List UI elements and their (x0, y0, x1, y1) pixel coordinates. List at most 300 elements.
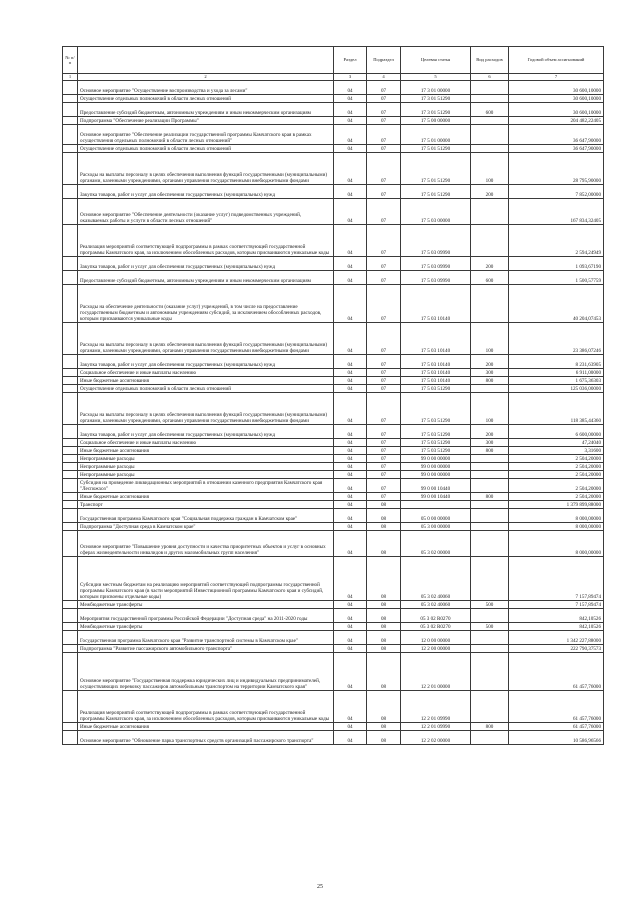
cell-name: Предоставление субсидий бюджетным, автономным учреждениям и иным некоммерческим организациям (78, 103, 334, 117)
table-row (63, 355, 604, 369)
cell-section: 04 (334, 95, 367, 103)
cell-name: Основное мероприятие "Обеспечение деятельности (оказание услуг) подведомственных учреждений, оказываемых работы и услуги в области лесных отношений" (78, 199, 334, 225)
cell-expense-type: 200 (471, 257, 509, 271)
cell-subsection: 08 (367, 609, 401, 623)
cell-subsection: 08 (367, 653, 401, 691)
cell-subsection: 07 (367, 117, 401, 125)
cell-subsection: 07 (367, 471, 401, 479)
cell-target-article: 99 0 00 00000 (401, 455, 471, 463)
table-row (63, 455, 604, 463)
cell-expense-type: 600 (471, 271, 509, 285)
cell-target-article: 17 3 01 51290 (401, 95, 471, 103)
cell-section: 04 (334, 601, 367, 609)
cell-expense-type (471, 557, 509, 601)
table-row (63, 393, 604, 425)
cell-expense-type (471, 501, 509, 509)
cell-num (63, 531, 78, 557)
cell-expense-type (471, 125, 509, 145)
cell-amount: 7 852,00000 (509, 185, 604, 199)
cell-amount: 36 647,90000 (509, 125, 604, 145)
cell-target-article: 12 0 00 00000 (401, 631, 471, 645)
cell-subsection: 07 (367, 463, 401, 471)
cell-subsection: 08 (367, 523, 401, 531)
table-row (63, 631, 604, 645)
table-body (63, 81, 604, 745)
column-number-row (63, 74, 604, 81)
cell-num (63, 271, 78, 285)
cell-section: 04 (334, 447, 367, 455)
cell-amount: 118 385,44360 (509, 393, 604, 425)
cell-section: 04 (334, 479, 367, 493)
cell-subsection: 07 (367, 377, 401, 385)
cell-num (63, 81, 78, 95)
cell-name: Закупка товаров, работ и услуг для обеспечения государственных (муниципальных) нужд (78, 257, 334, 271)
cell-name: Субсидии местным бюджетам на реализацию мероприятий соответствующей подпрограммы государственной программы Камчатского края (в части мероприятий Инвестиционной программы Камчатского края и субсидий, которым присвоены отдельные коды) (78, 557, 334, 601)
cell-amount: 8 000,00000 (509, 509, 604, 523)
cell-target-article: 17 5 03 51290 (401, 385, 471, 393)
cell-name: Иные бюджетные ассигнования (78, 447, 334, 455)
cell-name: Социальное обеспечение и иные выплаты населению (78, 439, 334, 447)
cell-target-article: 17 5 01 51290 (401, 185, 471, 199)
cell-target-article: 99 0 00 10440 (401, 479, 471, 493)
cell-section: 04 (334, 425, 367, 439)
cell-section: 04 (334, 81, 367, 95)
cell-expense-type: 800 (471, 447, 509, 455)
cell-section: 04 (334, 523, 367, 531)
cell-name: Межбюджетные трансферты (78, 623, 334, 631)
header-num: № п/п (63, 47, 78, 74)
cell-amount: 125 036,00000 (509, 385, 604, 393)
cell-expense-type: 800 (471, 723, 509, 731)
cell-num (63, 385, 78, 393)
table-row (63, 369, 604, 377)
column-number: 5 (401, 74, 471, 81)
cell-section: 04 (334, 355, 367, 369)
cell-amount: 7 157,89474 (509, 557, 604, 601)
cell-expense-type: 100 (471, 323, 509, 355)
table-row (63, 225, 604, 257)
cell-section: 04 (334, 285, 367, 323)
cell-target-article: 05 3 02 40060 (401, 601, 471, 609)
table-row (63, 523, 604, 531)
cell-amount: 842,10526 (509, 609, 604, 623)
cell-amount: 23 386,07246 (509, 323, 604, 355)
table-row (63, 653, 604, 691)
cell-amount: 1 342 227,88000 (509, 631, 604, 645)
cell-subsection: 07 (367, 145, 401, 153)
cell-expense-type: 800 (471, 377, 509, 385)
cell-expense-type (471, 145, 509, 153)
cell-name: Иные бюджетные ассигнования (78, 377, 334, 385)
cell-expense-type: 200 (471, 185, 509, 199)
column-number: 7 (509, 74, 604, 81)
cell-name: Мероприятия государственной программы Российской Федерации "Доступная среда" на 2011-2020 годы (78, 609, 334, 623)
table-row (63, 723, 604, 731)
cell-section: 04 (334, 153, 367, 185)
cell-name: Непрограммные расходы (78, 471, 334, 479)
budget-allocation-table (62, 46, 604, 745)
cell-section: 04 (334, 199, 367, 225)
cell-name: Основное мероприятие "Обновление парка транспортных средств организаций пассажирского транспорта" (78, 731, 334, 745)
cell-target-article: 05 3 02 40060 (401, 557, 471, 601)
table-row (63, 609, 604, 623)
cell-expense-type (471, 631, 509, 645)
cell-section: 04 (334, 393, 367, 425)
cell-name: Основное мероприятие "Осуществление воспроизводства и ухода за лесами" (78, 81, 334, 95)
cell-expense-type (471, 95, 509, 103)
cell-subsection: 07 (367, 455, 401, 463)
cell-name: Иные бюджетные ассигнования (78, 723, 334, 731)
cell-amount: 1 675,36303 (509, 377, 604, 385)
cell-amount: 47,24040 (509, 439, 604, 447)
cell-num (63, 355, 78, 369)
cell-section: 04 (334, 609, 367, 623)
cell-target-article: 17 3 01 51290 (401, 103, 471, 117)
table-row (63, 531, 604, 557)
cell-target-article: 05 3 02 R0270 (401, 623, 471, 631)
cell-num (63, 601, 78, 609)
cell-subsection: 07 (367, 323, 401, 355)
cell-section: 04 (334, 369, 367, 377)
cell-num (63, 557, 78, 601)
cell-subsection: 07 (367, 369, 401, 377)
cell-expense-type (471, 609, 509, 623)
cell-subsection: 07 (367, 103, 401, 117)
cell-num (63, 447, 78, 455)
header-expense-type: Вид расходов (471, 47, 509, 74)
cell-num (63, 95, 78, 103)
cell-name: Закупка товаров, работ и услуг для обеспечения государственных (муниципальных) нужд (78, 185, 334, 199)
table-row (63, 425, 604, 439)
column-number: 1 (63, 74, 78, 81)
cell-section: 04 (334, 623, 367, 631)
cell-target-article: 17 5 03 10140 (401, 369, 471, 377)
cell-section: 04 (334, 691, 367, 723)
cell-expense-type (471, 731, 509, 745)
cell-expense-type: 800 (471, 493, 509, 501)
cell-num (63, 377, 78, 385)
cell-amount: 1 500,57759 (509, 271, 604, 285)
cell-amount: 28 795,90000 (509, 153, 604, 185)
cell-subsection: 07 (367, 385, 401, 393)
cell-expense-type (471, 81, 509, 95)
header-amount: Годовой объем ассигнований (509, 47, 604, 74)
cell-name: Основное мероприятие "Государственная поддержка юридических лиц и индивидуальных предпринимателей, осуществляющих перевозку пассажиров автомобильным транспортом на территории Камчатского края" (78, 653, 334, 691)
cell-target-article: 17 5 03 51290 (401, 439, 471, 447)
cell-section: 04 (334, 439, 367, 447)
table-row (63, 125, 604, 145)
cell-expense-type (471, 199, 509, 225)
cell-num (63, 631, 78, 645)
cell-subsection: 08 (367, 623, 401, 631)
cell-subsection: 07 (367, 425, 401, 439)
cell-expense-type: 100 (471, 153, 509, 185)
cell-num (63, 609, 78, 623)
cell-target-article: 17 5 03 10140 (401, 377, 471, 385)
cell-name: Государственная программа Камчатского края "Развитие транспортной системы в Камчатском крае" (78, 631, 334, 645)
cell-num (63, 653, 78, 691)
cell-expense-type (471, 463, 509, 471)
cell-section: 04 (334, 377, 367, 385)
cell-target-article: 17 3 01 00000 (401, 81, 471, 95)
cell-amount: 2 504,20000 (509, 479, 604, 493)
cell-expense-type (471, 653, 509, 691)
cell-name: Расходы на выплаты персоналу в целях обеспечения выполнения функций государственными (муниципальными) органами, казенными учреждениями, органами управления государственными внебюджетными фондами (78, 393, 334, 425)
cell-expense-type (471, 285, 509, 323)
cell-num (63, 285, 78, 323)
cell-amount: 167 834,32405 (509, 199, 604, 225)
cell-num (63, 393, 78, 425)
column-number: 3 (334, 74, 367, 81)
cell-amount: 842,10526 (509, 623, 604, 631)
table-row (63, 271, 604, 285)
cell-subsection: 07 (367, 125, 401, 145)
cell-section: 04 (334, 557, 367, 601)
cell-target-article: 17 5 03 10140 (401, 355, 471, 369)
cell-subsection: 08 (367, 645, 401, 653)
cell-amount: 40 204,07453 (509, 285, 604, 323)
cell-amount: 61 457,76000 (509, 723, 604, 731)
cell-subsection: 07 (367, 257, 401, 271)
cell-amount: 8 000,00000 (509, 531, 604, 557)
table-header-row (63, 47, 604, 74)
cell-target-article: 17 5 03 00000 (401, 199, 471, 225)
cell-num (63, 463, 78, 471)
cell-name: Непрограммные расходы (78, 463, 334, 471)
table-row (63, 471, 604, 479)
cell-subsection: 08 (367, 631, 401, 645)
cell-section: 04 (334, 471, 367, 479)
cell-num (63, 455, 78, 463)
cell-amount: 61 457,76000 (509, 653, 604, 691)
cell-section: 04 (334, 145, 367, 153)
cell-subsection: 07 (367, 271, 401, 285)
cell-subsection: 07 (367, 199, 401, 225)
cell-section: 04 (334, 125, 367, 145)
cell-name: Расходы на выплаты персоналу в целях обеспечения выполнения функций государственными (муниципальными) органами, казенными учреждениями, органами управления государственными внебюджетными фондами (78, 153, 334, 185)
cell-amount: 2 594,24949 (509, 225, 604, 257)
cell-expense-type: 200 (471, 355, 509, 369)
cell-expense-type (471, 471, 509, 479)
table-row (63, 731, 604, 745)
column-number: 6 (471, 74, 509, 81)
cell-target-article: 12 2 00 00000 (401, 645, 471, 653)
table-row (63, 601, 604, 609)
cell-num (63, 369, 78, 377)
cell-target-article: 12 2 01 00000 (401, 653, 471, 691)
cell-expense-type (471, 455, 509, 463)
cell-name: Подпрограмма "Доступная среда в Камчатском крае" (78, 523, 334, 531)
table-row (63, 691, 604, 723)
cell-amount: 3,31600 (509, 447, 604, 455)
table-row (63, 493, 604, 501)
header-name (78, 47, 334, 74)
cell-subsection: 08 (367, 691, 401, 723)
cell-target-article: 17 5 03 10140 (401, 323, 471, 355)
cell-name: Субсидия на проведение ликвидационных мероприятий в отношении казенного предприятия Камчатского края "Леспожхоз" (78, 479, 334, 493)
cell-section: 04 (334, 103, 367, 117)
table-row (63, 645, 604, 653)
cell-subsection: 07 (367, 355, 401, 369)
cell-num (63, 425, 78, 439)
cell-subsection: 07 (367, 225, 401, 257)
cell-name: Осуществление отдельных полномочий в области лесных отношений (78, 385, 334, 393)
cell-name: Подпрограмма "Обеспечение реализации Программы" (78, 117, 334, 125)
cell-amount: 222 790,37573 (509, 645, 604, 653)
cell-target-article: 17 5 03 09990 (401, 271, 471, 285)
cell-target-article: 17 5 03 51290 (401, 447, 471, 455)
table-row (63, 185, 604, 199)
cell-target-article: 17 5 00 00000 (401, 117, 471, 125)
cell-num (63, 153, 78, 185)
cell-expense-type (471, 509, 509, 523)
column-number: 4 (367, 74, 401, 81)
page-number: 25 (317, 884, 323, 890)
cell-name: Межбюджетные трансферты (78, 601, 334, 609)
cell-amount: 30 600,10000 (509, 95, 604, 103)
cell-subsection: 07 (367, 285, 401, 323)
cell-expense-type: 300 (471, 439, 509, 447)
header-subsection: Подраздел (367, 47, 401, 74)
cell-target-article: 12 2 01 09990 (401, 723, 471, 731)
cell-amount: 2 504,20000 (509, 463, 604, 471)
cell-subsection: 07 (367, 153, 401, 185)
cell-name: Непрограммные расходы (78, 455, 334, 463)
cell-section: 04 (334, 257, 367, 271)
cell-amount: 1 093,67190 (509, 257, 604, 271)
cell-subsection: 08 (367, 731, 401, 745)
cell-section: 04 (334, 455, 367, 463)
cell-num (63, 623, 78, 631)
cell-amount: 2 504,20000 (509, 471, 604, 479)
cell-num (63, 103, 78, 117)
cell-section: 04 (334, 531, 367, 557)
table-row (63, 439, 604, 447)
cell-name: Социальное обеспечение и иные выплаты населению (78, 369, 334, 377)
cell-amount: 8 000,00000 (509, 523, 604, 531)
cell-name: Расходы на обеспечение деятельности (оказание услуг) учреждений, в том числе на предоставление государственным бюджетным и автономным учреждениям субсидий, за исключением обособленных расходов, которым присваиваются уникальные коды (78, 285, 334, 323)
cell-num (63, 509, 78, 523)
header-section: Раздел (334, 47, 367, 74)
cell-num (63, 691, 78, 723)
cell-num (63, 439, 78, 447)
cell-expense-type: 600 (471, 103, 509, 117)
cell-num (63, 731, 78, 745)
table-row (63, 117, 604, 125)
cell-section: 04 (334, 653, 367, 691)
cell-subsection: 07 (367, 439, 401, 447)
table-row (63, 463, 604, 471)
cell-name: Государственная программа Камчатского края "Социальная поддержка граждан в Камчатском крае" (78, 509, 334, 523)
table-row (63, 377, 604, 385)
cell-num (63, 479, 78, 493)
cell-amount: 7 157,89474 (509, 601, 604, 609)
cell-target-article: 17 5 03 09990 (401, 257, 471, 271)
cell-target-article: 17 5 01 51290 (401, 153, 471, 185)
cell-expense-type: 300 (471, 369, 509, 377)
cell-target-article: 17 5 03 51290 (401, 393, 471, 425)
table-row (63, 447, 604, 455)
cell-expense-type: 500 (471, 601, 509, 609)
cell-section: 04 (334, 385, 367, 393)
cell-section: 04 (334, 225, 367, 257)
cell-name: Основное мероприятие "Обеспечение реализации государственной программы Камчатского края в рамках осуществления отдельных полномочий в области лесных отношений" (78, 125, 334, 145)
table-row (63, 95, 604, 103)
table-row (63, 479, 604, 493)
cell-target-article: 17 5 01 51290 (401, 145, 471, 153)
cell-target-article: 17 5 01 00000 (401, 125, 471, 145)
cell-expense-type (471, 523, 509, 531)
cell-expense-type: 500 (471, 623, 509, 631)
cell-subsection: 07 (367, 479, 401, 493)
cell-section: 04 (334, 493, 367, 501)
cell-expense-type: 200 (471, 425, 509, 439)
cell-num (63, 199, 78, 225)
cell-name: Предоставление субсидий бюджетным, автономным учреждениям и иным некоммерческим организациям (78, 271, 334, 285)
column-number: 2 (78, 74, 334, 81)
cell-name: Расходы на выплаты персоналу в целях обеспечения выполнения функций государственными (муниципальными) органами, казенными учреждениями, органами управления государственными внебюджетными фондами (78, 323, 334, 355)
cell-subsection: 08 (367, 509, 401, 523)
cell-name: Транспорт (78, 501, 334, 509)
cell-subsection: 08 (367, 601, 401, 609)
cell-amount: 8 231,63905 (509, 355, 604, 369)
cell-subsection: 08 (367, 501, 401, 509)
cell-target-article: 12 2 02 00000 (401, 731, 471, 745)
cell-num (63, 523, 78, 531)
cell-section: 04 (334, 631, 367, 645)
cell-section: 04 (334, 323, 367, 355)
cell-section: 04 (334, 463, 367, 471)
table-row (63, 145, 604, 153)
cell-expense-type (471, 479, 509, 493)
cell-amount: 2 504,20000 (509, 455, 604, 463)
cell-num (63, 117, 78, 125)
table-row (63, 257, 604, 271)
cell-name: Закупка товаров, работ и услуг для обеспечения государственных (муниципальных) нужд (78, 425, 334, 439)
cell-subsection: 08 (367, 531, 401, 557)
cell-amount: 2 504,20000 (509, 493, 604, 501)
cell-amount: 204 482,22405 (509, 117, 604, 125)
cell-expense-type (471, 531, 509, 557)
cell-num (63, 323, 78, 355)
table-row (63, 323, 604, 355)
cell-section: 04 (334, 645, 367, 653)
cell-subsection: 07 (367, 493, 401, 501)
cell-section: 04 (334, 731, 367, 745)
cell-subsection: 07 (367, 447, 401, 455)
cell-subsection: 07 (367, 185, 401, 199)
cell-section: 04 (334, 723, 367, 731)
cell-name: Закупка товаров, работ и услуг для обеспечения государственных (муниципальных) нужд (78, 355, 334, 369)
table-row (63, 81, 604, 95)
cell-num (63, 493, 78, 501)
cell-section: 04 (334, 117, 367, 125)
cell-amount: 10 586,96566 (509, 731, 604, 745)
cell-expense-type (471, 225, 509, 257)
cell-target-article: 17 5 03 10140 (401, 285, 471, 323)
cell-expense-type (471, 385, 509, 393)
cell-target-article: 05 3 02 00000 (401, 531, 471, 557)
cell-section: 04 (334, 509, 367, 523)
cell-name: Основное мероприятие "Повышение уровня доступности и качества приоритетных объектов и услуг в основных сферах жизнедеятельности инвалидов и других маломобильных групп населения" (78, 531, 334, 557)
cell-subsection: 07 (367, 81, 401, 95)
header-target-article: Целевая статья (401, 47, 471, 74)
cell-num (63, 257, 78, 271)
cell-name: Осуществление отдельных полномочий в области лесных отношений (78, 95, 334, 103)
cell-amount: 6 600,00000 (509, 425, 604, 439)
cell-section: 04 (334, 185, 367, 199)
cell-num (63, 125, 78, 145)
